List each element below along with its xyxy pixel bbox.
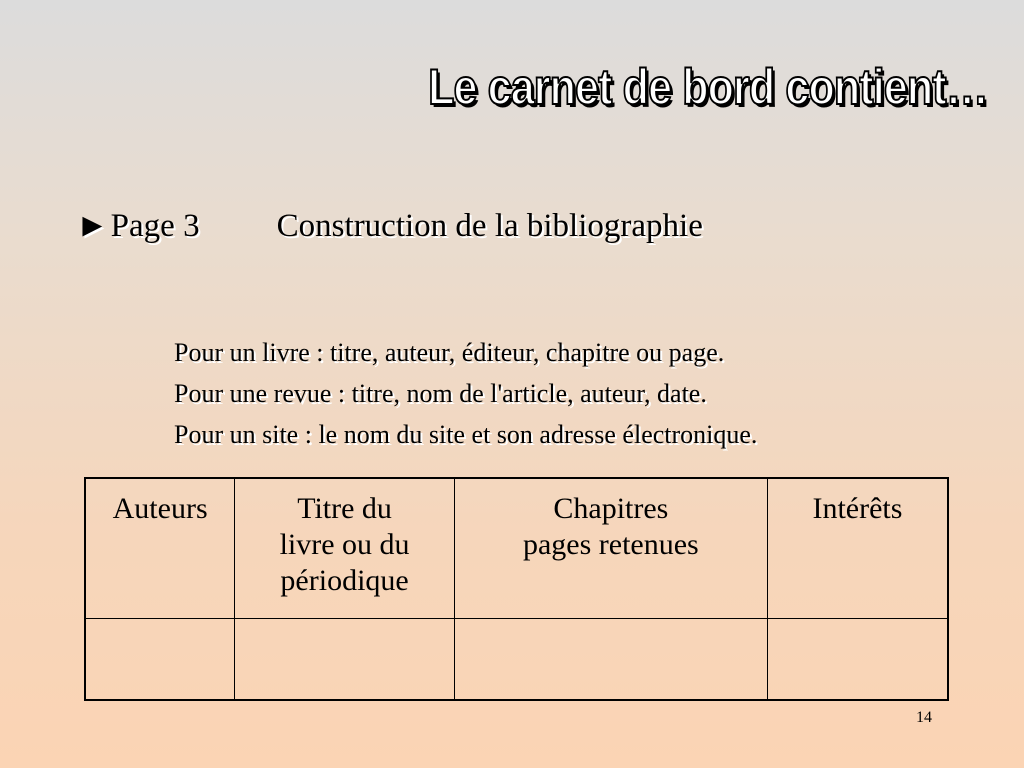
header-line: livre ou du bbox=[279, 528, 410, 561]
note-website: Pour un site : le nom du site et son adresse électronique. bbox=[174, 420, 758, 449]
header-title bbox=[235, 478, 455, 618]
header-line: pages retenues bbox=[522, 528, 699, 561]
note-book: Pour un livre : titre, auteur, éditeur, chapitre ou page. bbox=[174, 338, 725, 367]
triangle-bullet-icon: ► bbox=[76, 208, 109, 244]
page-reference: Page 3 bbox=[110, 208, 200, 244]
citation-notes bbox=[174, 332, 757, 455]
header-chapters bbox=[454, 478, 767, 618]
header-line: Auteurs bbox=[112, 492, 208, 525]
table-header-row bbox=[85, 478, 948, 618]
bullet-line bbox=[76, 208, 703, 245]
section-heading: Construction de la bibliographie bbox=[276, 208, 703, 244]
slide-number: 14 bbox=[916, 709, 932, 726]
table-cell bbox=[454, 618, 767, 700]
bibliography-table bbox=[84, 477, 949, 701]
header-line: Chapitres bbox=[553, 492, 669, 525]
table-row bbox=[85, 618, 948, 700]
header-line: Intérêts bbox=[812, 492, 903, 525]
table-cell bbox=[235, 618, 455, 700]
table-cell bbox=[85, 618, 235, 700]
table-cell bbox=[767, 618, 948, 700]
slide-title: Le carnet de bord contient… bbox=[428, 59, 988, 115]
header-authors bbox=[85, 478, 235, 618]
header-line: Titre du bbox=[297, 492, 392, 525]
note-journal: Pour une revue : titre, nom de l'article, auteur, date. bbox=[174, 379, 707, 408]
header-line: périodique bbox=[280, 564, 409, 597]
header-interests bbox=[767, 478, 948, 618]
